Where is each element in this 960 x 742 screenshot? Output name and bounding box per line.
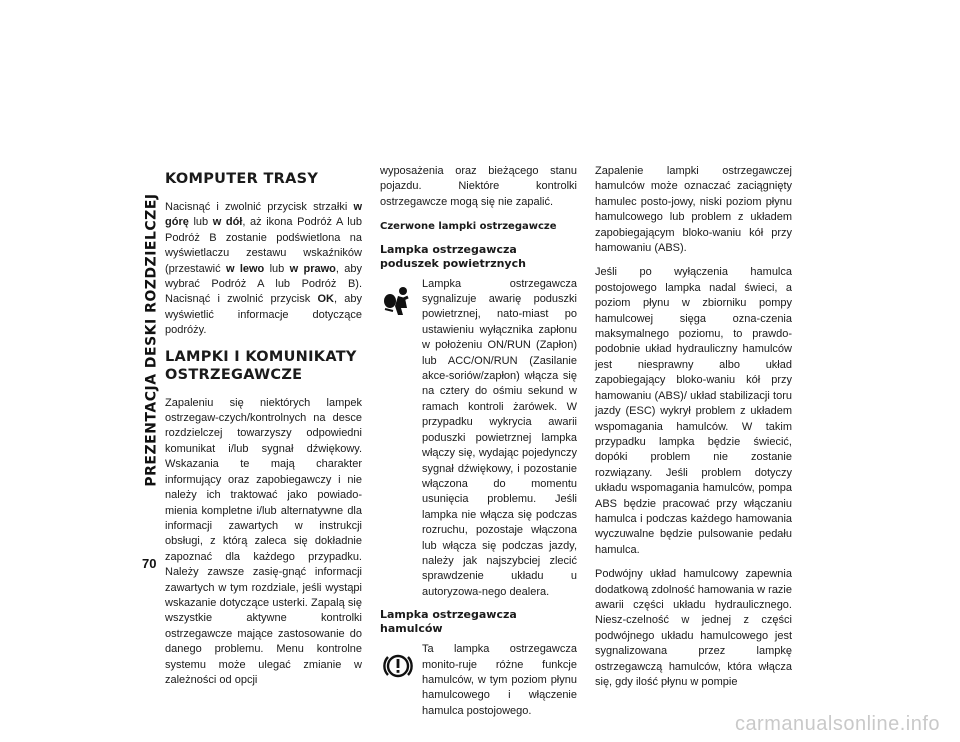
airbag-warning-text: Lampka ostrzegawcza sygnalizuje awarię poduszki powietrznej, nato-miast po ustawieniu wyłącznika zapłonu w położeniu ON/RUN (Zapłon) lub ACC/ON/RUN (Zasilanie akce-soriów/zapłon) włącza się na cztery do ośmiu sekund w ramach kontroli żarówek. W przypadku wykrycia awarii poduszki powietrznej lampka włączy się, wydając pojedynczy sygnał dźwiękowy, i pozostanie włączona do momentu usunięcia problemu. Jeśli lampka nie włącza się podczas rozruchu, pozostaje włączona lub włącza się podczas jazdy, należy jak najszybciej zlecić sprawdzenie układu u autoryzowa-nego dealera. [422, 277, 577, 598]
heading-airbag-warning-light: Lampka ostrzegawcza poduszek powietrznych [380, 242, 526, 270]
section-side-tab-label: PREZENTACJA DESKI ROZDZIELCZEJ [144, 193, 161, 487]
brake-light-persists-paragraph: Jeśli po wyłączenia hamulca postojowego lampka nadal świeci, a poziom płynu w zbiorniku pompy hamulcowej sięga ozna-czenia maksymalnego poziomu, to prawdo-podobnie układ hydrauliczny hamulców jest niesprawny albo układ zapobiegający bloko-waniu kół przy hamowaniu (ABS)/ układ stabilizacji toru jazdy (ESC) wykrył problem z układem wspomagania hamulców. W takim przypadku lampka będzie świecić, dopóki problem nie zostanie rozwiązany. Jeśli problem dotyczy układu wspomagania hamulców, pompa ABS będzie pracować przy włączaniu hamulca i podczas każdego hamowania wyczuwalne będzie pulsowanie pedału hamulca. [595, 266, 792, 556]
column-1 [165, 164, 362, 697]
heading-red-warning-lights: Czerwone lampki ostrzegawcze [380, 221, 557, 233]
column-2 [380, 164, 577, 721]
heading-trip-computer: KOMPUTER TRASY [165, 171, 319, 187]
page-number: 70 [142, 556, 157, 571]
airbag-warning-icon [380, 283, 416, 319]
warning-lights-intro-paragraph: Zapaleniu się niektórych lampek ostrzegaw-czych/kontrolnych na desce rozdzielczej towarzyszy odpowiedni komunikat i/lub sygnał dźwiękowy. Wskazania te mają charakter informujący oraz zapobiegawczy i nie należy ich traktować jako powiado-mienia kompletne i/lub alternatywne dla informacji zawartych w instrukcji obsługi, z którą zaleca się dokładnie zapoznać dla każdego przypadku. Należy zawsze zasię-gnąć informacji zawartych w tym rozdziale, jeśli wystąpi wskazanie dotyczące usterki. Zapalą się wszystkie aktywne kontrolki ostrzegawcze mające zastosowanie do danego problemu. Menu kontrolne systemu może ulegać zmianie w zależności od opcji [165, 396, 362, 686]
dual-brake-system-paragraph: Podwójny układ hamulcowy zapewnia dodatkową zdolność hamowania w razie awarii części układu hydraulicznego. Niesz-czelność w jednej z części podwójnego układu hamulcowego jest sygnalizowana przez lampkę ostrzegawczą hamulców, która włącza się, gdy ilość płynu w pompie [595, 568, 792, 688]
brake-warning-block [380, 642, 577, 719]
brake-warning-icon [380, 648, 416, 684]
warning-intro-continued-paragraph: wyposażenia oraz bieżącego stanu pojazdu. Niektóre kontrolki ostrzegawcze mogą się nie zapalić. [380, 165, 577, 208]
heading-brake-warning-light: Lampka ostrzegawcza hamulców [380, 608, 517, 636]
brake-warning-text: Ta lampka ostrzegawcza monito-ruje różne funkcje hamulców, w tym poziom płynu hamulcowego i włączenie hamulca postojowego. [422, 643, 577, 717]
section-side-tab [140, 160, 164, 520]
airbag-warning-block [380, 277, 577, 601]
column-3 [595, 164, 792, 699]
watermark: carmanualsonline.info [734, 713, 940, 735]
brake-light-meaning-paragraph: Zapalenie lampki ostrzegawczej hamulców może oznaczać zaciągnięty hamulec posto-jowy, niski poziom płynu hamulcowego lub problem z układem zapobiegającym bloko-waniu kół przy hamowaniu (ABS). [595, 165, 792, 255]
trip-computer-paragraph: Nacisnąć i zwolnić przycisk strzałki w górę lub w dół, aż ikona Podróż A lub Podróż B zostanie podświetlona na wyświetlaczu zestawu wskaźników (przestawić w lewo lub w prawo, aby wybrać Podróż A lub Podróż B). Nacisnąć i zwolnić przycisk OK, aby wyświetlić informacje dotyczące podróży. [165, 201, 363, 337]
heading-warning-lights: LAMPKI I KOMUNIKATY OSTRZEGAWCZE [165, 348, 357, 383]
